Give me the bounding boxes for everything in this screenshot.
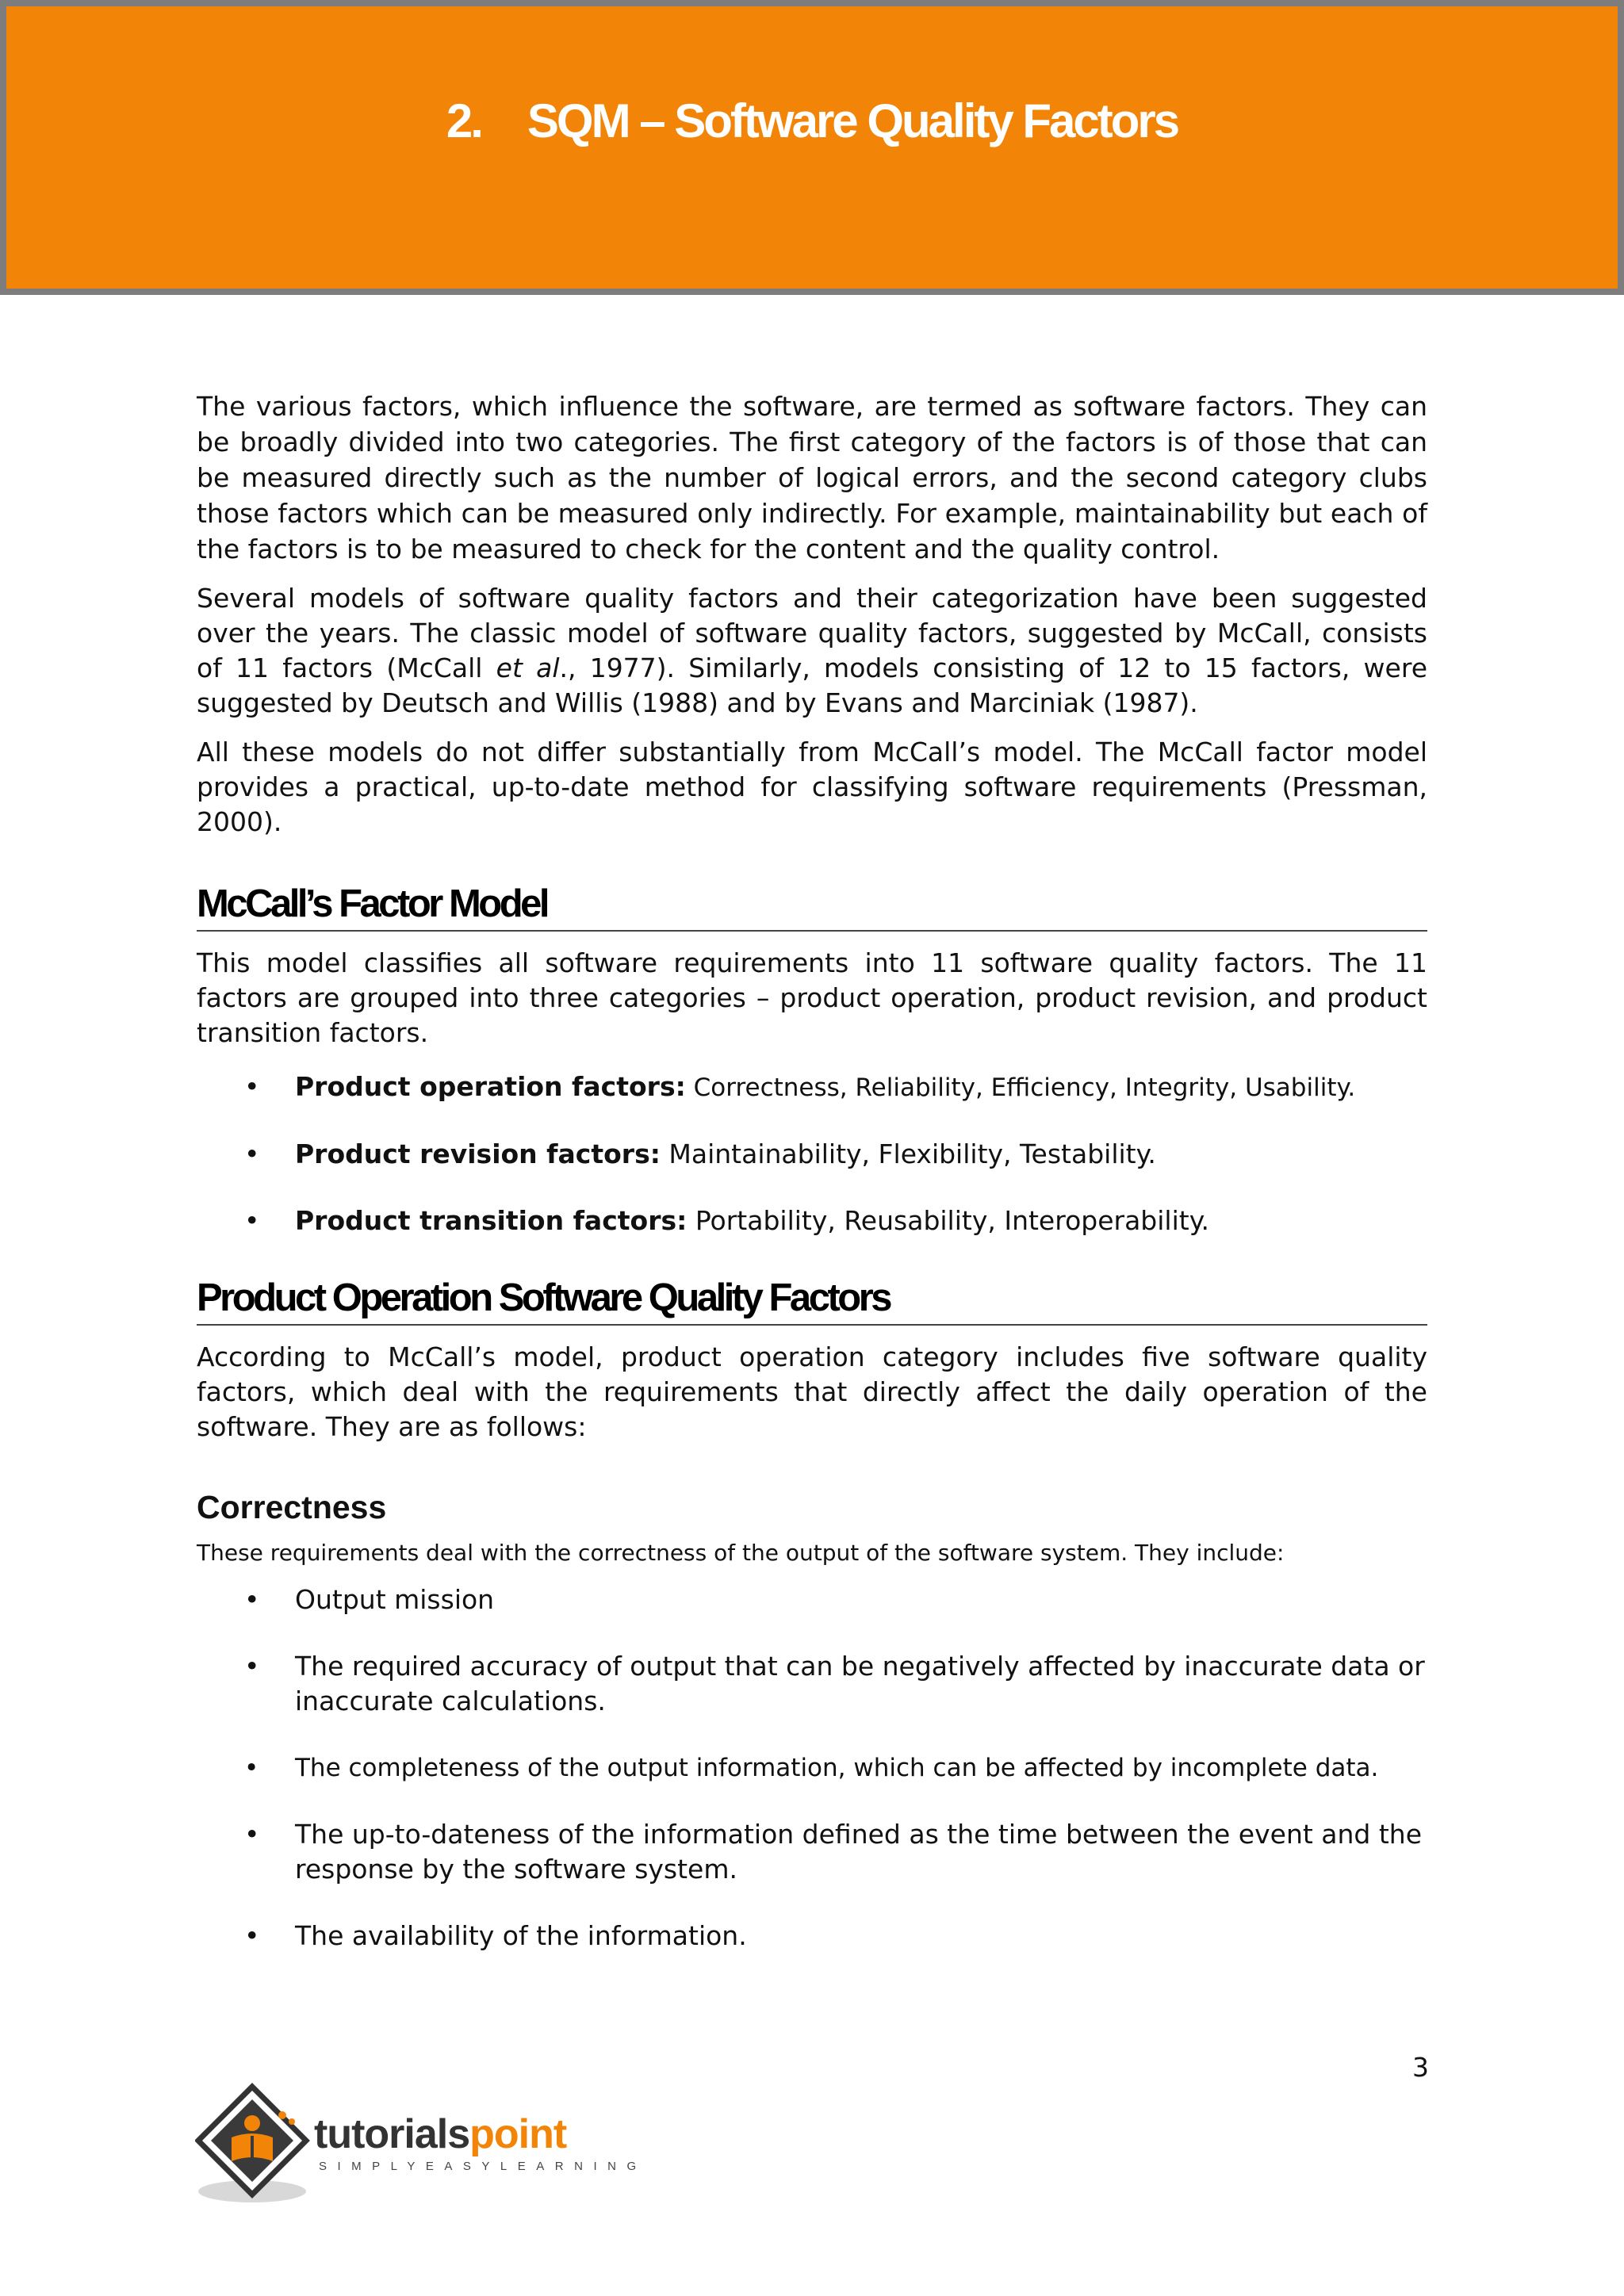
chapter-title-text: SQM – Software Quality Factors <box>527 94 1178 147</box>
operation-heading: Product Operation Software Quality Factors <box>197 1275 1427 1326</box>
correctness-heading: Correctness <box>197 1489 387 1525</box>
list-item <box>197 1203 1427 1238</box>
list-item <box>197 1817 1427 1887</box>
intro-p2-end: ., 1977). Similarly, models consisting of 12 to 15 factors, were suggested by Deutsch and Willis (1988) and by Evans and Marciniak (1987). <box>197 652 1427 718</box>
intro-p2-italic: et al <box>496 652 560 683</box>
list-item-text: The required accuracy of output that can be negatively affected by inaccurate data or inaccurate calculations. <box>295 1651 1425 1716</box>
bullet-icon: • <box>244 1819 260 1850</box>
bullet-icon: • <box>244 1071 260 1102</box>
operation-paragraph: According to McCall’s model, product operation category includes five software quality factors, which deal with the requirements that directly affect the daily operation of the software. They are as follows: <box>197 1341 1427 1442</box>
list-item <box>197 1582 1427 1617</box>
logo-wordmark-a: tutorials <box>314 2111 470 2157</box>
page-content <box>197 388 1427 1985</box>
list-item <box>197 1919 1427 1954</box>
bullet-icon: • <box>244 1920 260 1951</box>
list-item-text: Output mission <box>295 1584 495 1615</box>
logo-tagline: SIMPLYEASYLEARNING <box>319 2160 647 2173</box>
page-number: 3 <box>1412 2052 1429 2083</box>
intro-paragraph-1: The various factors, which influence the software, are termed as software factors. They can be broadly divided into two categories. The first category of the factors is of those that can be measured directly such as the number of logical errors, and the second category clubs those factors which can be measured only indirectly. For example, maintainability but each of the factors is to be measured to check for the content and the quality control. <box>197 391 1427 564</box>
bullet-icon: • <box>244 1651 260 1682</box>
list-item-text: Portability, Reusability, Interoperability. <box>687 1205 1210 1236</box>
bullet-icon: • <box>244 1754 259 1782</box>
list-item-label: Product operation factors: <box>295 1071 686 1102</box>
mccall-factor-list <box>197 1070 1427 1238</box>
list-item <box>197 1649 1427 1719</box>
list-item-label: Product transition factors: <box>295 1205 688 1236</box>
list-item <box>197 1751 1427 1785</box>
logo-wordmark-b: point <box>469 2111 567 2157</box>
bullet-icon: • <box>244 1138 260 1169</box>
chapter-number: 2. <box>446 94 481 147</box>
list-item <box>197 1137 1427 1172</box>
intro-p2-start: Several models of software quality factors and their categorization have been suggested over the years. The classic model of software quality factors, suggested by McCall, consists of 11 factors (McCall <box>197 583 1427 683</box>
tutorialspoint-logo <box>195 2082 647 2209</box>
correctness-list <box>197 1582 1427 1954</box>
list-item-text: The completeness of the output information, which can be affected by incomplete data. <box>295 1754 1379 1782</box>
bullet-icon: • <box>244 1205 260 1236</box>
logo-diamond-icon <box>195 2082 314 2209</box>
mccall-heading: McCall’s Factor Model <box>197 881 1427 932</box>
chapter-title <box>6 94 1618 148</box>
list-item-label: Product revision factors: <box>295 1138 661 1169</box>
intro-paragraph-3: All these models do not differ substantially from McCall’s model. The McCall factor model provides a practical, up-to-date method for classifying software requirements (Pressman, 2000). <box>197 737 1427 837</box>
list-item-text: Maintainability, Flexibility, Testability. <box>660 1138 1156 1169</box>
intro-paragraph-2 <box>197 581 1427 721</box>
logo-wordmark <box>314 2110 566 2158</box>
bullet-icon: • <box>244 1584 260 1615</box>
list-item-text: Correctness, Reliability, Efficiency, Integrity, Usability. <box>685 1073 1356 1102</box>
list-item <box>197 1070 1427 1105</box>
correctness-intro: These requirements deal with the correctness of the output of the software system. They include: <box>197 1540 1285 1566</box>
chapter-banner <box>0 0 1624 295</box>
list-item-text: The availability of the information. <box>295 1920 747 1951</box>
mccall-paragraph: This model classifies all software requirements into 11 software quality factors. The 11 factors are grouped into three categories – product operation, product revision, and product transition factors. <box>197 947 1427 1048</box>
list-item-text: The up-to-dateness of the information defined as the time between the event and the response by the software system. <box>295 1819 1423 1885</box>
